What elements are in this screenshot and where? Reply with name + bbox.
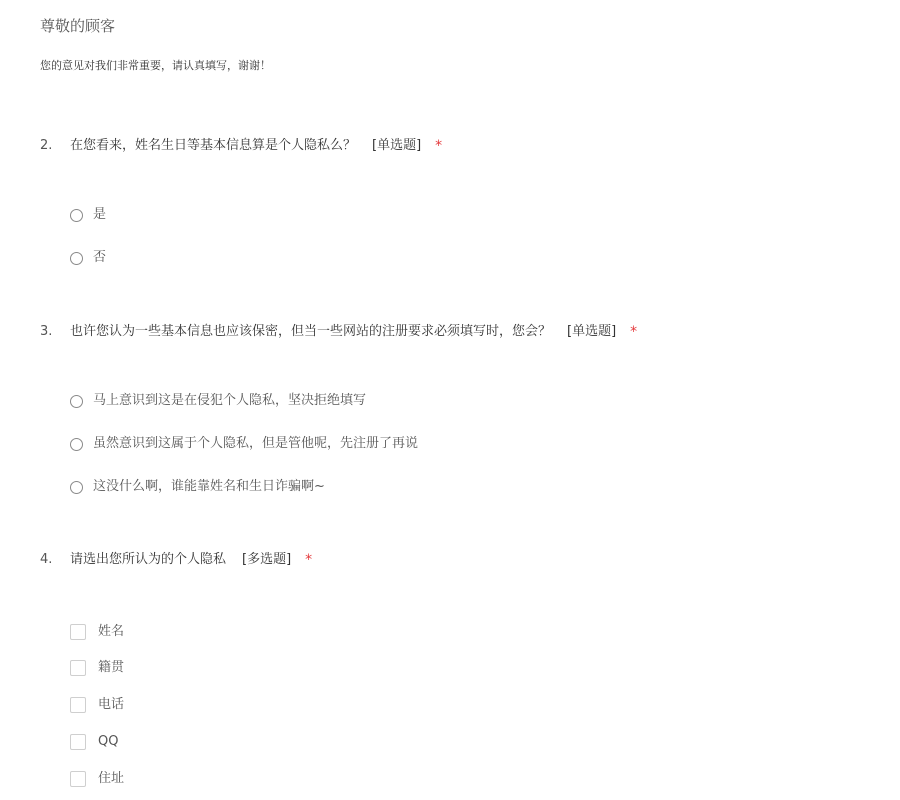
radio-button[interactable] xyxy=(70,395,83,408)
required-star: * xyxy=(305,552,313,568)
question-number: 3. xyxy=(40,324,53,339)
option-q4-address[interactable] xyxy=(70,769,124,789)
question-number: 2. xyxy=(40,138,53,153)
radio-button[interactable] xyxy=(70,209,83,222)
required-star: * xyxy=(435,138,443,154)
option-q4-hometown[interactable] xyxy=(70,658,124,678)
option-label: QQ xyxy=(98,734,119,749)
checkbox[interactable] xyxy=(70,771,86,787)
option-q3-no-problem[interactable] xyxy=(70,477,325,497)
option-label: 籍贯 xyxy=(98,660,125,675)
survey-intro: 您的意见对我们非常重要，请认真填写，谢谢！ xyxy=(40,59,271,72)
question-type-label: [单选题] xyxy=(567,324,617,339)
option-q4-phone[interactable] xyxy=(70,695,124,715)
question-type-label: [单选题] xyxy=(372,138,422,153)
option-label: 住址 xyxy=(98,771,125,786)
radio-button[interactable] xyxy=(70,252,83,265)
option-label: 虽然意识到这属于个人隐私，但是管他呢，先注册了再说 xyxy=(93,436,419,451)
option-label: 这没什么啊，谁能靠姓名和生日诈骗啊~ xyxy=(93,479,325,494)
checkbox[interactable] xyxy=(70,660,86,676)
checkbox[interactable] xyxy=(70,697,86,713)
radio-button[interactable] xyxy=(70,481,83,494)
checkbox[interactable] xyxy=(70,624,86,640)
option-q2-yes[interactable] xyxy=(70,205,106,225)
question-text: 在您看来，姓名生日等基本信息算是个人隐私么？ xyxy=(70,138,357,153)
question-text: 请选出您所认为的个人隐私 xyxy=(70,552,227,567)
option-label: 否 xyxy=(93,250,107,265)
option-q4-name[interactable] xyxy=(70,622,124,642)
checkbox[interactable] xyxy=(70,734,86,750)
option-label: 马上意识到这是在侵犯个人隐私，坚决拒绝填写 xyxy=(93,393,367,408)
option-label: 姓名 xyxy=(98,624,125,639)
question-text: 也许您认为一些基本信息也应该保密，但当一些网站的注册要求必须填写时，您会？ xyxy=(70,324,552,339)
question-3-header xyxy=(40,322,637,342)
option-q3-register-anyway[interactable] xyxy=(70,434,418,454)
option-q4-qq[interactable] xyxy=(70,732,118,752)
question-type-label: [多选题] xyxy=(242,552,292,567)
option-q2-no[interactable] xyxy=(70,248,106,268)
required-star: * xyxy=(630,324,638,340)
survey-greeting: 尊敬的顾客 xyxy=(40,17,116,35)
option-label: 是 xyxy=(93,207,107,222)
option-q3-refuse[interactable] xyxy=(70,391,366,411)
question-2-header xyxy=(40,136,442,156)
option-label: 电话 xyxy=(98,697,125,712)
radio-button[interactable] xyxy=(70,438,83,451)
question-4-header xyxy=(40,550,312,570)
question-number: 4. xyxy=(40,552,53,567)
